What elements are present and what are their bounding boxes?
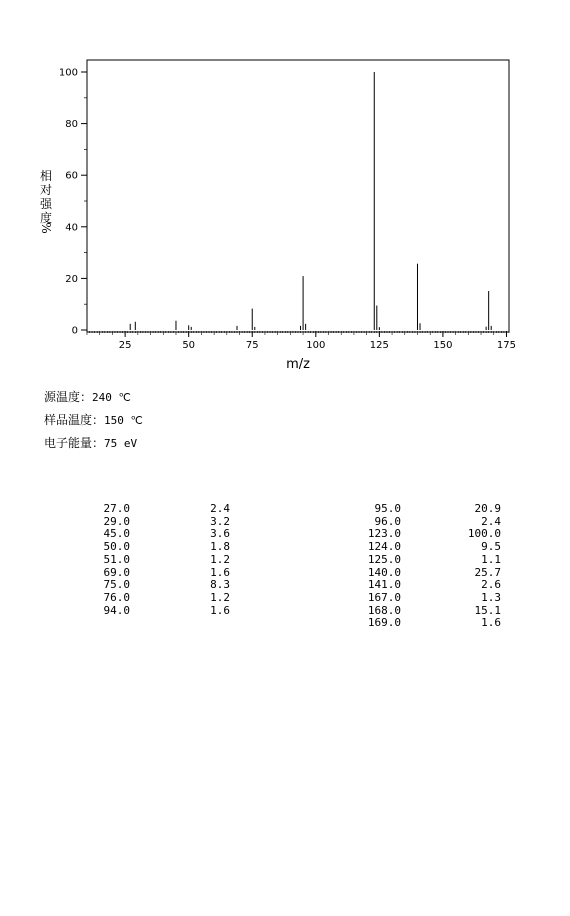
intensity-value: 2.6 [481, 578, 501, 592]
mz-value: 125.0 [367, 552, 401, 566]
intensity-value: 1.8 [210, 540, 230, 554]
intensity-value: 1.1 [481, 552, 501, 566]
table-row [343, 605, 501, 618]
spectrum-peaks [130, 72, 491, 330]
y-label-unit: % [39, 222, 53, 234]
mz-value: 76.0 [103, 590, 130, 604]
x-tick-label: 175 [496, 340, 517, 351]
table-row [343, 579, 501, 592]
plot-frame [87, 60, 509, 332]
mz-value: 75.0 [103, 578, 130, 592]
table-row [72, 592, 230, 605]
condition-label: 样品温度： [44, 413, 105, 427]
intensity-value: 25.7 [474, 565, 501, 579]
mz-value: 167.0 [367, 590, 401, 604]
table-row [72, 605, 230, 618]
intensity-value: 3.6 [210, 527, 230, 541]
condition-label: 源温度： [44, 390, 93, 404]
table-row [72, 528, 230, 541]
mz-value: 45.0 [103, 527, 130, 541]
intensity-value: 2.4 [210, 502, 230, 515]
intensity-value: 8.3 [210, 578, 230, 592]
table-row [72, 579, 230, 592]
intensity-value: 1.2 [210, 552, 230, 566]
intensity-value: 20.9 [474, 502, 501, 515]
y-label-char-1: 相 [39, 169, 53, 183]
y-label-char-3: 强 [39, 197, 53, 211]
mz-value: 96.0 [374, 514, 401, 528]
x-tick-label: 75 [245, 340, 259, 351]
mz-value: 69.0 [103, 565, 130, 579]
mz-value: 51.0 [103, 552, 130, 566]
y-axis-label [39, 168, 53, 234]
intensity-value: 1.6 [210, 603, 230, 617]
table-row [343, 503, 501, 516]
intensity-value: 9.5 [481, 540, 501, 554]
mz-value: 169.0 [367, 616, 401, 630]
table-row [72, 516, 230, 529]
y-axis-ticks [59, 68, 87, 337]
intensity-value: 15.1 [474, 603, 501, 617]
intensity-value: 100.0 [467, 527, 501, 541]
mz-value: 29.0 [103, 514, 130, 528]
condition-label: 电子能量： [44, 436, 105, 450]
peak-table-left [72, 503, 230, 617]
y-tick-label: 0 [71, 325, 78, 337]
y-label-char-2: 对 [39, 183, 53, 197]
intensity-value: 3.2 [210, 514, 230, 528]
condition-sample-temp [44, 411, 143, 428]
intensity-value: 2.4 [481, 514, 501, 528]
x-axis-label: m/z [286, 357, 310, 372]
mz-value: 141.0 [367, 578, 401, 592]
mass-spectrum-chart [0, 0, 570, 380]
table-row [343, 567, 501, 580]
table-row [72, 503, 230, 516]
peak-table-right [343, 503, 501, 630]
intensity-value: 1.2 [210, 590, 230, 604]
y-tick-label: 20 [65, 273, 78, 285]
y-tick-label: 100 [58, 67, 78, 79]
x-tick-label: 125 [369, 340, 389, 351]
condition-value: 240 ℃ [92, 391, 131, 404]
x-axis-ticks [119, 331, 516, 351]
y-tick-label: 40 [65, 222, 78, 234]
x-minor-ticks [87, 331, 509, 335]
y-label-char-4: 度 [39, 211, 53, 225]
table-row [72, 541, 230, 554]
x-tick-label: 25 [118, 340, 132, 351]
mz-value: 123.0 [367, 527, 401, 541]
table-row [343, 528, 501, 541]
intensity-value: 1.6 [210, 565, 230, 579]
condition-value: 75 eV [104, 437, 138, 450]
mz-value: 95.0 [374, 502, 401, 515]
x-tick-label: 100 [306, 340, 326, 351]
mz-value: 27.0 [103, 502, 130, 515]
table-row [343, 541, 501, 554]
y-tick-label: 80 [65, 119, 78, 131]
y-tick-label: 60 [65, 170, 78, 182]
x-tick-label: 150 [433, 340, 453, 351]
x-tick-label: 50 [182, 340, 196, 351]
intensity-value: 1.6 [481, 616, 501, 630]
condition-source-temp [44, 388, 131, 405]
table-row [343, 554, 501, 567]
mz-value: 124.0 [367, 540, 401, 554]
table-row [343, 592, 501, 605]
table-row [72, 567, 230, 580]
mz-value: 168.0 [367, 603, 401, 617]
table-row [343, 617, 501, 630]
mz-value: 94.0 [103, 603, 130, 617]
mz-value: 140.0 [367, 565, 401, 579]
condition-electron-energy [44, 434, 137, 451]
intensity-value: 1.3 [481, 590, 501, 604]
condition-value: 150 ℃ [104, 414, 143, 427]
table-row [72, 554, 230, 567]
mz-value: 50.0 [103, 540, 130, 554]
